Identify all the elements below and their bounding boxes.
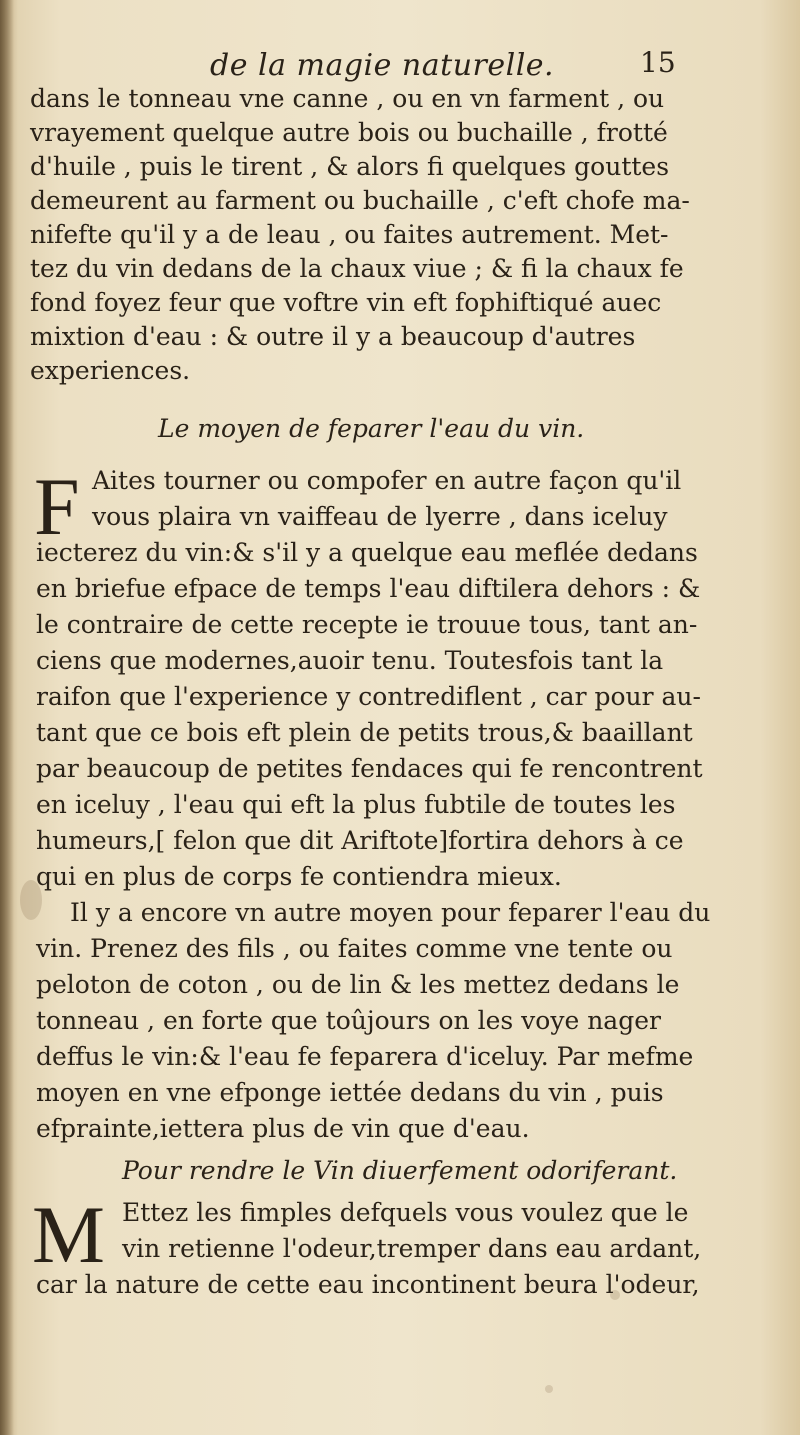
text-line: ciens que modernes,auoir tenu. Toutesfois tant la [36,646,664,675]
text-line: vous plaira vn vaiffeau de lyerre , dans iceluy [92,502,668,531]
text-line: d'huile , puis le tirent , & alors fi quelques gouttes [30,152,670,181]
text-line: tant que ce bois eft plein de petits trous,& baaillant [36,718,693,747]
text-line: iecterez du vin:& s'il y a quelque eau meflée dedans [36,538,698,567]
text-line: tonneau , en forte que toûjours on les voye nager [36,1006,661,1035]
text-line: qui en plus de corps fe contiendra mieux. [36,862,562,891]
text-line: en briefue efpace de temps l'eau diftilera dehors : & [36,574,701,603]
text-line: moyen en vne efponge iettée dedans du vin , puis [36,1078,664,1107]
text-line: mixtion d'eau : & outre il y a beaucoup d'autres [30,322,636,351]
text-line: vrayement quelque autre bois ou buchaille , frotté [30,118,668,147]
paper-stain [545,1385,553,1393]
text-line: Aites tourner ou compofer en autre façon qu'il [92,466,682,495]
text-line: nifefte qu'il y a de leau , ou faites autrement. Met- [30,220,669,249]
binding-gutter [0,0,14,1435]
text-line: humeurs,[ felon que dit Ariftote]fortira dehors à ce [36,826,684,855]
page-number: 15 [640,46,676,79]
text-line: peloton de coton , ou de lin & les mettez dedans le [36,970,680,999]
text-line: raifon que l'experience y contrediflent , car pour au- [36,682,701,711]
text-line: Il y a encore vn autre moyen pour feparer l'eau du [70,898,711,927]
section-heading: Pour rendre le Vin diuerfement odoriferant. [122,1156,678,1185]
drop-cap: M [32,1189,105,1280]
drop-cap: F [34,461,80,552]
text-line: vin retienne l'odeur,tremper dans eau ardant, [122,1234,702,1263]
text-line: car la nature de cette eau incontinent beura l'odeur, [36,1270,700,1299]
text-line: tez du vin dedans de la chaux viue ; & fi la chaux fe [30,254,684,283]
text-line: efprainte,iettera plus de vin que d'eau. [36,1114,530,1143]
section-heading: Le moyen de feparer l'eau du vin. [158,414,585,443]
text-line: en iceluy , l'eau qui eft la plus fubtile de toutes les [36,790,676,819]
text-line: deffus le vin:& l'eau fe feparera d'iceluy. Par mefme [36,1042,694,1071]
text-line: demeurent au farment ou buchaille , c'eft chofe ma- [30,186,690,215]
text-line: vin. Prenez des fils , ou faites comme vne tente ou [36,934,673,963]
text-line: Ettez les fimples defquels vous voulez que le [122,1198,689,1227]
text-line: experiences. [30,356,191,385]
running-header: de la magie naturelle. [210,48,555,83]
text-line: fond foyez feur que voftre vin eft fophiftiqué auec [30,288,662,317]
text-line: le contraire de cette recepte ie trouue tous, tant an- [36,610,698,639]
text-line: dans le tonneau vne canne , ou en vn farment , ou [30,84,665,113]
text-line: par beaucoup de petites fendaces qui fe rencontrent [36,754,703,783]
